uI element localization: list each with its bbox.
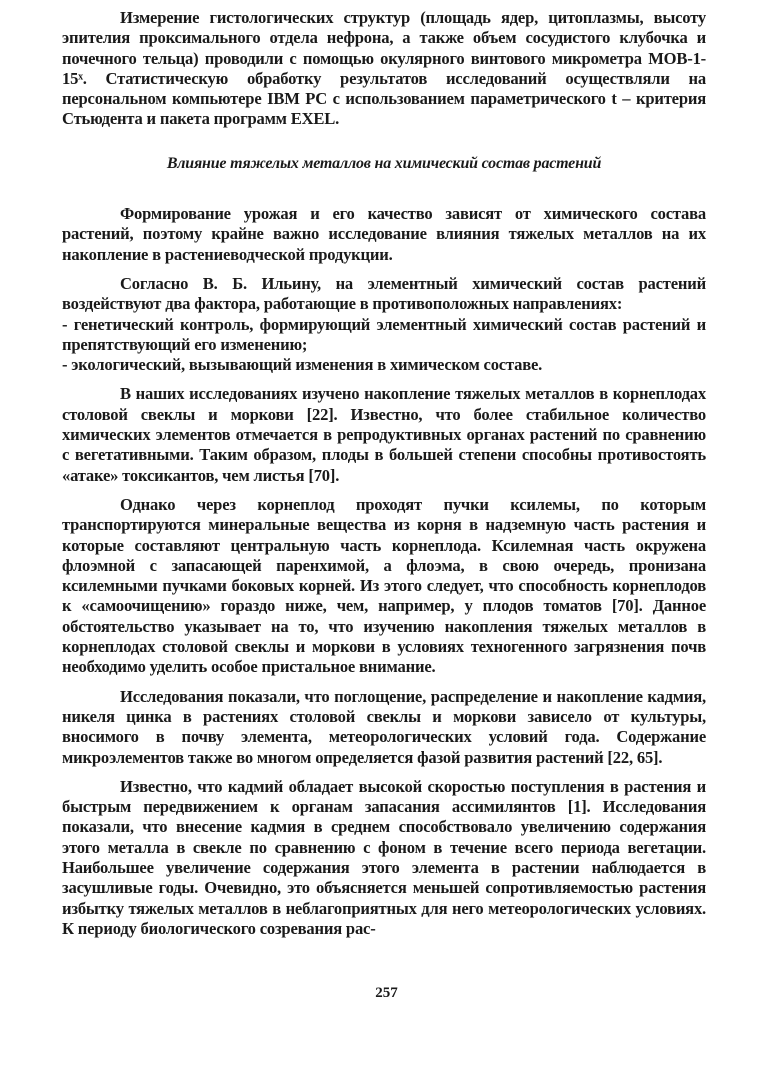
page-body	[62, 8, 706, 939]
paragraph-3: В наших исследованиях изучено накопление тяжелых металлов в корнеплодах столовой свеклы и моркови [22]. Известно, что более стабильное количество химических элементов отмечается в репродуктивных органах растений по сравнению с вегетативными. Таким образом, плоды в большей степени способны противостоять «атаке» токсикантов, чем листья [70].	[62, 384, 706, 485]
paragraph-6: Известно, что кадмий обладает высокой скоростью поступления в растения и быстрым передвижением к органам запасания ассимилянтов [1]. Исследования показали, что внесение кадмия в среднем способствовало увеличению содержания этого металла в свекле по сравнению с фоном в течение всего периода вегетации. Наибольшее увеличение содержания этого элемента в растении наблюдается в засушливые годы. Очевидно, это объясняется меньшей сопротивляемостью растения избытку тяжелых металлов в неблагоприятных для него метеорологических условиях. К периоду биологического созревания рас-	[62, 776, 706, 938]
list-item-ecological: - экологический, вызывающий изменения в химическом составе.	[62, 355, 543, 375]
list-item-genetic: - генетический контроль, формирующий элементный химический состав растений и препятствующий его изменению;	[62, 314, 706, 354]
paragraph-1: Формирование урожая и его качество зависят от химического состава растений, поэтому крайне важно исследование влияния тяжелых металлов на их накопление в растениеводческой продукции.	[62, 204, 706, 264]
paragraph-5: Исследования показали, что поглощение, распределение и накопление кадмия, никеля цинка в растениях столовой свеклы и моркови зависело от культуры, вносимого в почву элемента, метеорологических условий года. Содержание микроэлементов также во многом определяется фазой развития растений [22, 65].	[62, 686, 706, 767]
paragraph-2: Согласно В. Б. Ильину, на элементный химический состав растений воздействуют два фактора, работающие в противоположных направлениях:	[62, 273, 706, 314]
intro-paragraph: Измерение гистологических структур (площадь ядер, цитоплазмы, высоту эпителия проксимального отдела нефрона, а также объем сосудистого клубочка и почечного тельца) проводили с помощью окулярного винтового микрометра МОВ-1-15ˣ. Статистическую обработку результатов исследований осуществляли на персональном компьютере IBM PC с использованием параметрического t – критерия Стьюдента и пакета программ EXEL.	[62, 8, 706, 129]
paragraph-4: Однако через корнеплод проходят пучки ксилемы, по которым транспортируются минеральные вещества из корня в надземную часть растения и которые составляют центральную часть корнеплода. Ксилемная часть окружена флоэмной с запасающей паренхимой, а флоэма, в свою очередь, пронизана ксилемными пучками боковых корней. Из этого следует, что способность корнеплодов к «самоочищению» гораздо ниже, чем, например, у плодов томатов [70]. Данное обстоятельство указывает на то, что изучению накопления тяжелых металлов в корнеплодах столовой свеклы и моркови в условиях техногенного загрязнения почв необходимо уделить особое пристальное внимание.	[62, 494, 706, 677]
section-heading: Влияние тяжелых металлов на химический состав растений	[166, 154, 602, 172]
page-number: 257	[375, 985, 398, 1001]
